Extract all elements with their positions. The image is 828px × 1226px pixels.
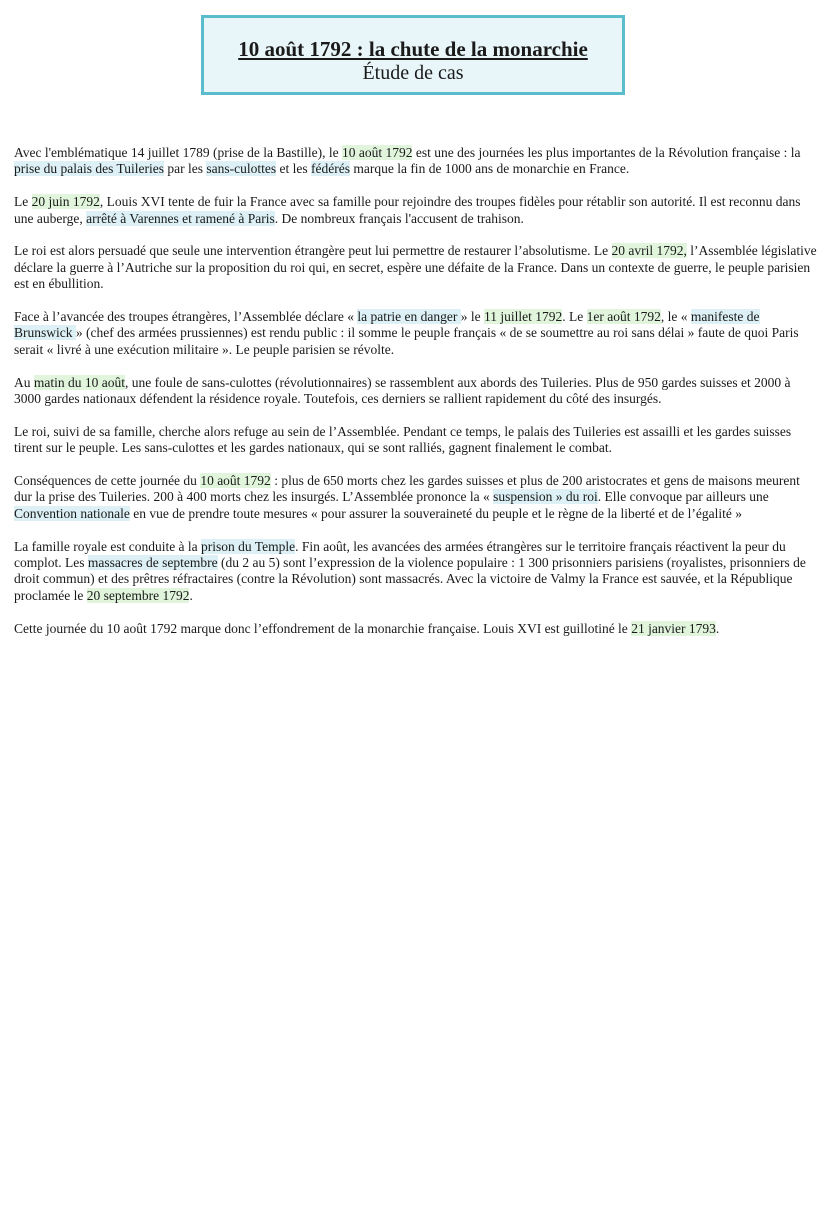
date-highlight: 10 août 1792 xyxy=(341,145,413,160)
text: » (chef des armées prussiennes) est rendu public : il somme le peuple français « de se soumettre au roi sans délai » faute de quoi Paris serait « livré à une exécution militaire ». Le peuple parisien se révolte. xyxy=(14,325,799,357)
text: l’Assemblée législative déclare la guerre à l’Autriche sur la proposition du roi qui, en secret, espère une défaite de la France. Dans un contexte de guerre, le peuple parisien est en ébullition. xyxy=(14,243,817,292)
text: : plus de 650 morts chez les gardes suisses et plus de 200 aristocrates et gens de maisons meurent dur la prise des Tuileries. 200 à 400 morts chez les insurgés. L’Assemblée prononce la « xyxy=(14,473,800,505)
term-highlight: arrêté à Varennes et ramené à Paris xyxy=(86,210,275,226)
term-highlight: prison du Temple xyxy=(201,538,296,554)
text: , une foule de sans-culottes (révolutionnaires) se rassemblent aux abords des Tuileries. Plus de 950 gardes suisses et 2000 à 3000 gardes nationaux défendent la résidence royale. Toutefois, ces derniers se rallient rapidement du côté des insurgés. xyxy=(14,374,791,407)
term-highlight: la patrie en danger xyxy=(357,309,461,325)
text: . Fin août, les avancées des armées étrangères sur le territoire français réactivent la peur du complot. Les xyxy=(14,538,786,571)
text: . Elle convoque par ailleurs une xyxy=(597,489,769,505)
paragraph-3 xyxy=(14,243,818,292)
page-title: 10 août 1792 : la chute de la monarchie xyxy=(238,37,588,61)
date-highlight: 20 avril 1792, xyxy=(611,243,687,259)
text: Cette journée du 10 août 1792 marque donc l’effondrement de la monarchie française. Louis XVI est guillotiné le xyxy=(14,620,632,636)
text: Conséquences de cette journée du xyxy=(14,473,201,489)
date-highlight: 20 septembre 1792 xyxy=(86,587,190,603)
term-highlight: prise du palais des Tuileries xyxy=(14,161,164,177)
title-box xyxy=(201,15,625,95)
paragraph-4 xyxy=(14,309,818,358)
date-highlight: 11 juillet 1792 xyxy=(484,309,563,325)
date-highlight: 21 janvier 1793 xyxy=(631,620,716,636)
text: par les xyxy=(164,161,207,177)
date-highlight: 1er août 1792 xyxy=(586,309,661,325)
paragraph-9 xyxy=(14,621,818,637)
term-highlight: fédérés xyxy=(310,161,350,177)
term-highlight: sans-culottes xyxy=(206,161,277,177)
text: et les xyxy=(276,161,311,177)
text: . xyxy=(189,587,193,603)
text: La famille royale est conduite à la xyxy=(14,538,202,554)
text: en vue de prendre toute mesures « pour assurer la souveraineté du peuple et le règne de la liberté et de l’égalité » xyxy=(129,505,742,521)
text: (du 2 au 5) sont l’expression de la violence populaire : 1 300 prisonniers parisiens (royalistes, prisonniers de droit commun) et des prêtres réfractaires (contre la Révolution) sont massacrés. Avec la victoire de Valmy la France est sauvée, et la République proclamée le xyxy=(14,555,806,603)
text: . xyxy=(715,620,720,636)
text: Le xyxy=(14,194,32,210)
date-highlight: 10 août 1792 xyxy=(200,473,271,489)
text: Avec l'emblématique 14 juillet 1789 (prise de la Bastille), le xyxy=(14,145,342,160)
term-highlight: Convention nationale xyxy=(14,505,130,521)
text: Face à l’avancée des troupes étrangères, l’Assemblée déclare « xyxy=(14,309,358,325)
paragraph-2 xyxy=(14,194,818,227)
term-highlight: massacres de septembre xyxy=(87,555,218,571)
text: , le « xyxy=(660,309,691,325)
paragraph-5 xyxy=(14,375,818,408)
document-body xyxy=(14,145,818,653)
text: est une des journées les plus importantes de la Révolution française : la xyxy=(412,145,801,160)
page-subtitle: Étude de cas xyxy=(362,62,464,84)
text: Au xyxy=(14,374,34,390)
term-highlight: manifeste de Brunswick xyxy=(14,309,760,341)
text: » le xyxy=(460,309,485,325)
text: Le roi est alors persuadé que seule une intervention étrangère peut lui permettre de restaurer l’absolutisme. Le xyxy=(14,243,612,259)
text: Le roi, suivi de sa famille, cherche alors refuge au sein de l’Assemblée. Pendant ce temps, le palais des Tuileries est assailli et les gardes suisses tirent sur le peuple. Les sans-culottes et les gardes nationaux, qui se sont ralliés, gagnent finalement le combat. xyxy=(14,423,792,456)
paragraph-1 xyxy=(14,145,818,178)
paragraph-7 xyxy=(14,473,818,522)
paragraph-8 xyxy=(14,539,818,605)
paragraph-6 xyxy=(14,424,818,457)
text: . Le xyxy=(562,309,587,325)
text: marque la fin de 1000 ans de monarchie en France. xyxy=(349,161,630,177)
term-highlight: suspension » du roi xyxy=(493,489,598,505)
text: . De nombreux français l'accusent de trahison. xyxy=(274,210,524,226)
text: , Louis XVI tente de fuir la France avec sa famille pour rejoindre des troupes fidèles pour rétablir son autorité. Il est reconnu dans une auberge, xyxy=(14,194,801,226)
date-highlight: matin du 10 août xyxy=(33,374,125,390)
date-highlight: 20 juin 1792 xyxy=(31,194,100,210)
